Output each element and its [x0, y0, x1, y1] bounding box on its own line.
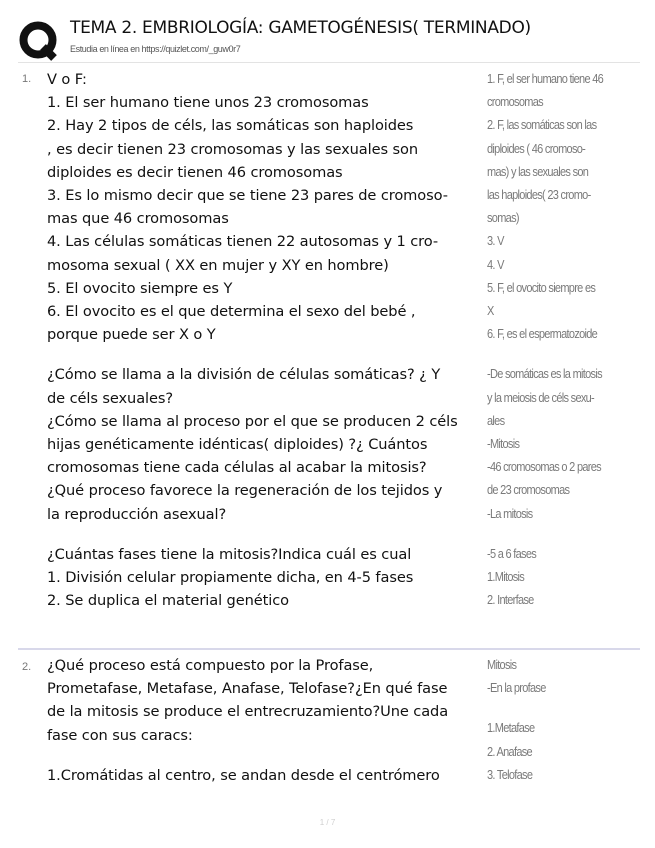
- quizlet-logo-icon: [18, 20, 60, 62]
- answer-line: -En la profase: [487, 681, 546, 696]
- question-line: cromosomas tiene cada células al acabar la mitosis?: [47, 459, 427, 477]
- card-question: [47, 68, 487, 612]
- answer-line: cromosomas: [487, 95, 543, 110]
- answer-line: 2. Interfase: [487, 593, 534, 608]
- question-line: 2. Se duplica el material genético: [47, 592, 289, 610]
- question-line: ¿Qué proceso está compuesto por la Profase,: [47, 657, 374, 674]
- spacer: [47, 747, 487, 764]
- question-line: ¿Cuántas fases tiene la mitosis?Indica cuál es cual: [47, 545, 412, 563]
- question-line: diploides es decir tienen 46 cromosomas: [47, 163, 343, 181]
- card-divider: [18, 648, 640, 650]
- answer-line: 1. F, el ser humano tiene 46: [487, 72, 604, 86]
- spacer: [487, 700, 642, 717]
- question-line: ¿Qué proceso favorece la regeneración de los tejidos y: [47, 482, 443, 500]
- answer-line: 3. V: [487, 234, 504, 249]
- card-number: 1.: [22, 73, 32, 85]
- answer-line: 2. F, las somáticas son las: [487, 118, 597, 133]
- page-header: [18, 14, 640, 62]
- answer-line: 5. F, el ovocito siempre es: [487, 280, 596, 295]
- question-line: 5. El ovocito siempre es Y: [47, 279, 233, 297]
- answer-line: 4. V: [487, 257, 504, 272]
- answer-line: ales: [487, 413, 505, 428]
- question-line: 2. Hay 2 tipos de céls, las somáticas son haploides: [47, 117, 414, 135]
- answer-line: 1.Metafase: [487, 721, 535, 736]
- question-line: 6. El ovocito es el que determina el sexo del bebé ,: [47, 303, 416, 321]
- page-title: TEMA 2. EMBRIOLOGÍA: GAMETOGÉNESIS( TERMINADO): [70, 18, 531, 38]
- question-line: ¿Cómo se llama al proceso por el que se producen 2 céls: [47, 412, 458, 430]
- answer-line: y la meiosis de céls sexu-: [487, 390, 595, 405]
- answer-line: somas): [487, 211, 519, 226]
- answer-line: -La mitosis: [487, 506, 533, 521]
- answer-line: de 23 cromosomas: [487, 483, 570, 498]
- spacer: [47, 346, 487, 363]
- answer-line: -46 cromosomas o 2 pares: [487, 460, 601, 475]
- answer-line: -5 a 6 fases: [487, 546, 537, 561]
- page-indicator: 1 / 7: [319, 818, 336, 827]
- spacer: [47, 526, 487, 543]
- question-line: , es decir tienen 23 cromosomas y las sexuales son: [47, 140, 418, 158]
- question-line: ¿Cómo se llama a la división de células somáticas? ¿ Y: [47, 366, 441, 384]
- question-line: la reproducción asexual?: [47, 505, 227, 523]
- question-line: Prometafase, Metafase, Anafase, Telofase?¿En qué fase: [47, 680, 448, 698]
- spacer: [487, 346, 642, 363]
- question-line: 1.Cromátidas al centro, se andan desde el centrómero: [47, 766, 440, 784]
- header-divider: [18, 62, 640, 63]
- answer-line: 1.Mitosis: [487, 570, 525, 585]
- study-online-link-text: Estudia en línea en https://quizlet.com/_guw0r7: [70, 44, 241, 54]
- card-number: 2.: [22, 661, 32, 673]
- answer-line: 3. Telofase: [487, 767, 533, 782]
- question-line: mas que 46 cromosomas: [47, 210, 229, 228]
- question-line: V o F:: [47, 71, 87, 88]
- card-question: [47, 654, 487, 787]
- answer-line: mas) y las sexuales son: [487, 164, 589, 179]
- question-line: 3. Es lo mismo decir que se tiene 23 pares de cromoso-: [47, 187, 448, 205]
- spacer: [487, 526, 642, 543]
- question-line: mosoma sexual ( XX en mujer y XY en hombre): [47, 256, 389, 274]
- answer-line: diploides ( 46 cromoso-: [487, 141, 586, 156]
- question-line: fase con sus caracs:: [47, 726, 193, 744]
- answer-line: -Mitosis: [487, 437, 520, 452]
- card-answer: [487, 654, 642, 787]
- answer-line: las haploides( 23 cromo-: [487, 188, 591, 203]
- card-answer: [487, 68, 642, 612]
- answer-line: -De somáticas es la mitosis: [487, 367, 602, 382]
- question-line: hijas genéticamente idénticas( diploides) ?¿ Cuántos: [47, 436, 428, 454]
- answer-line: X: [487, 304, 494, 319]
- question-line: 1. El ser humano tiene unos 23 cromosomas: [47, 94, 369, 112]
- answer-line: 6. F, es el espermatozoide: [487, 327, 598, 342]
- answer-line: 2. Anafase: [487, 744, 532, 759]
- answer-line: Mitosis: [487, 658, 517, 672]
- question-line: de céls sexuales?: [47, 389, 174, 407]
- question-line: 1. División celular propiamente dicha, en 4-5 fases: [47, 569, 414, 587]
- question-line: porque puede ser X o Y: [47, 326, 216, 344]
- question-line: de la mitosis se produce el entrecruzamiento?Une cada: [47, 703, 449, 721]
- question-line: 4. Las células somáticas tienen 22 autosomas y 1 cro-: [47, 233, 439, 251]
